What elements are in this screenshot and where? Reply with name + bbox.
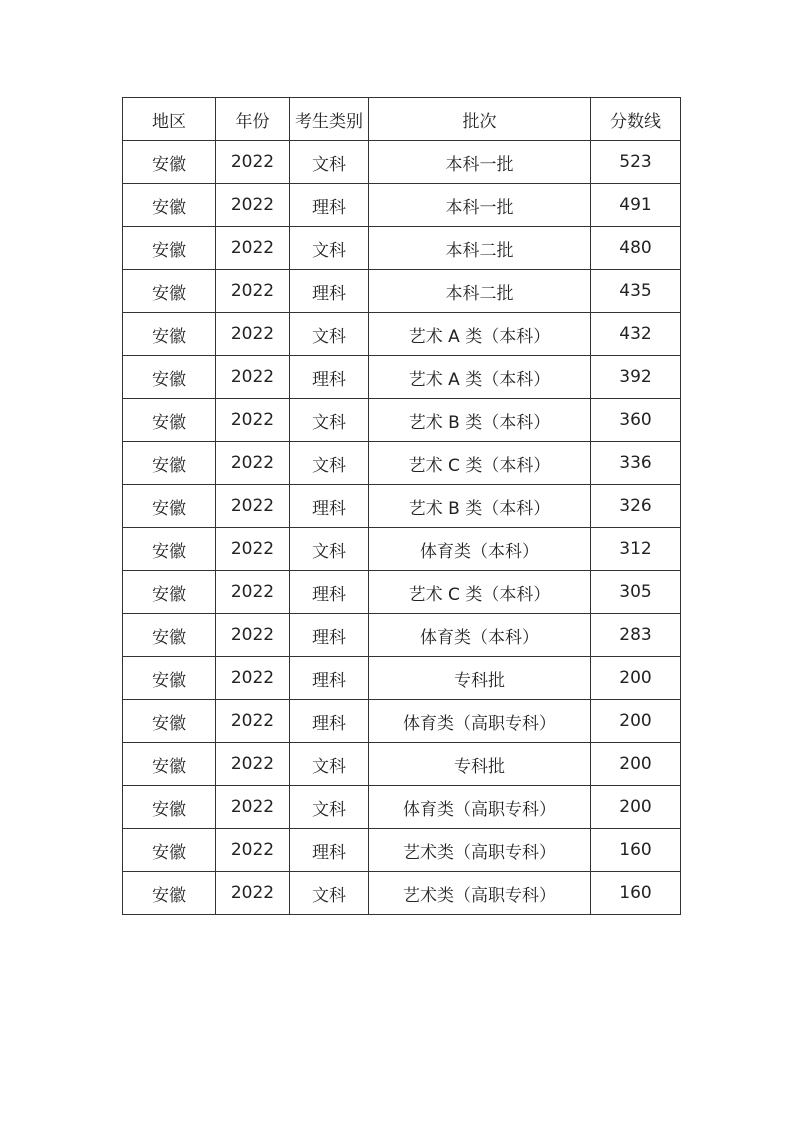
cell-year: 2022 bbox=[216, 571, 290, 614]
table-row bbox=[123, 571, 681, 614]
cell-year: 2022 bbox=[216, 786, 290, 829]
cell-year: 2022 bbox=[216, 356, 290, 399]
cell-batch: 体育类（本科） bbox=[369, 614, 591, 657]
cell-score: 160 bbox=[591, 829, 681, 872]
table-row bbox=[123, 657, 681, 700]
cell-student-type: 理科 bbox=[290, 485, 369, 528]
cell-batch: 本科一批 bbox=[369, 184, 591, 227]
cell-year: 2022 bbox=[216, 270, 290, 313]
header-year: 年份 bbox=[216, 98, 290, 141]
cell-batch: 本科二批 bbox=[369, 227, 591, 270]
cell-year: 2022 bbox=[216, 872, 290, 915]
cell-year: 2022 bbox=[216, 614, 290, 657]
cell-score: 326 bbox=[591, 485, 681, 528]
table-row bbox=[123, 399, 681, 442]
cell-batch: 本科一批 bbox=[369, 141, 591, 184]
table-row bbox=[123, 227, 681, 270]
cell-region: 安徽 bbox=[123, 571, 216, 614]
cell-batch: 艺术 A 类（本科） bbox=[369, 356, 591, 399]
cell-score: 283 bbox=[591, 614, 681, 657]
cell-student-type: 理科 bbox=[290, 657, 369, 700]
cell-year: 2022 bbox=[216, 829, 290, 872]
cell-score: 336 bbox=[591, 442, 681, 485]
cell-student-type: 理科 bbox=[290, 184, 369, 227]
cell-region: 安徽 bbox=[123, 442, 216, 485]
cell-year: 2022 bbox=[216, 141, 290, 184]
table-row bbox=[123, 356, 681, 399]
table-row bbox=[123, 313, 681, 356]
table-row bbox=[123, 872, 681, 915]
table-row bbox=[123, 786, 681, 829]
cell-score: 480 bbox=[591, 227, 681, 270]
cell-region: 安徽 bbox=[123, 829, 216, 872]
cell-batch: 体育类（高职专科） bbox=[369, 786, 591, 829]
cell-region: 安徽 bbox=[123, 614, 216, 657]
cell-year: 2022 bbox=[216, 442, 290, 485]
score-table bbox=[122, 97, 681, 915]
cell-batch: 艺术 C 类（本科） bbox=[369, 442, 591, 485]
table-row bbox=[123, 270, 681, 313]
cell-region: 安徽 bbox=[123, 700, 216, 743]
cell-year: 2022 bbox=[216, 700, 290, 743]
cell-score: 200 bbox=[591, 743, 681, 786]
cell-student-type: 文科 bbox=[290, 528, 369, 571]
table-row bbox=[123, 141, 681, 184]
cell-batch: 本科二批 bbox=[369, 270, 591, 313]
cell-year: 2022 bbox=[216, 528, 290, 571]
cell-region: 安徽 bbox=[123, 528, 216, 571]
cell-region: 安徽 bbox=[123, 485, 216, 528]
cell-region: 安徽 bbox=[123, 872, 216, 915]
cell-student-type: 文科 bbox=[290, 743, 369, 786]
table-header bbox=[123, 98, 681, 141]
table-row bbox=[123, 184, 681, 227]
header-region: 地区 bbox=[123, 98, 216, 141]
cell-student-type: 文科 bbox=[290, 399, 369, 442]
cell-region: 安徽 bbox=[123, 657, 216, 700]
table-row bbox=[123, 614, 681, 657]
cell-batch: 艺术类（高职专科） bbox=[369, 829, 591, 872]
cell-region: 安徽 bbox=[123, 184, 216, 227]
header-score: 分数线 bbox=[591, 98, 681, 141]
cell-score: 432 bbox=[591, 313, 681, 356]
cell-batch: 艺术类（高职专科） bbox=[369, 872, 591, 915]
cell-score: 305 bbox=[591, 571, 681, 614]
header-batch: 批次 bbox=[369, 98, 591, 141]
cell-score: 200 bbox=[591, 657, 681, 700]
cell-batch: 体育类（本科） bbox=[369, 528, 591, 571]
cell-year: 2022 bbox=[216, 657, 290, 700]
cell-student-type: 理科 bbox=[290, 700, 369, 743]
table-body bbox=[123, 141, 681, 915]
cell-student-type: 文科 bbox=[290, 227, 369, 270]
cell-score: 491 bbox=[591, 184, 681, 227]
table-row bbox=[123, 829, 681, 872]
cell-region: 安徽 bbox=[123, 743, 216, 786]
cell-region: 安徽 bbox=[123, 141, 216, 184]
cell-region: 安徽 bbox=[123, 313, 216, 356]
cell-score: 160 bbox=[591, 872, 681, 915]
cell-year: 2022 bbox=[216, 485, 290, 528]
cell-region: 安徽 bbox=[123, 399, 216, 442]
cell-student-type: 文科 bbox=[290, 313, 369, 356]
cell-student-type: 理科 bbox=[290, 356, 369, 399]
cell-score: 200 bbox=[591, 786, 681, 829]
cell-score: 312 bbox=[591, 528, 681, 571]
cell-year: 2022 bbox=[216, 313, 290, 356]
header-row bbox=[123, 98, 681, 141]
table-row bbox=[123, 442, 681, 485]
cell-score: 435 bbox=[591, 270, 681, 313]
cell-student-type: 理科 bbox=[290, 614, 369, 657]
cell-batch: 艺术 B 类（本科） bbox=[369, 485, 591, 528]
cell-student-type: 理科 bbox=[290, 829, 369, 872]
cell-region: 安徽 bbox=[123, 786, 216, 829]
header-student-type: 考生类别 bbox=[290, 98, 369, 141]
cell-student-type: 理科 bbox=[290, 571, 369, 614]
cell-student-type: 理科 bbox=[290, 270, 369, 313]
table-row bbox=[123, 528, 681, 571]
cell-batch: 专科批 bbox=[369, 743, 591, 786]
cell-batch: 体育类（高职专科） bbox=[369, 700, 591, 743]
cell-score: 360 bbox=[591, 399, 681, 442]
cell-region: 安徽 bbox=[123, 270, 216, 313]
cell-score: 200 bbox=[591, 700, 681, 743]
cell-batch: 艺术 B 类（本科） bbox=[369, 399, 591, 442]
cell-batch: 专科批 bbox=[369, 657, 591, 700]
cell-region: 安徽 bbox=[123, 356, 216, 399]
cell-student-type: 文科 bbox=[290, 786, 369, 829]
cell-year: 2022 bbox=[216, 227, 290, 270]
cell-batch: 艺术 A 类（本科） bbox=[369, 313, 591, 356]
cell-region: 安徽 bbox=[123, 227, 216, 270]
cell-student-type: 文科 bbox=[290, 442, 369, 485]
table-row bbox=[123, 743, 681, 786]
table-row bbox=[123, 485, 681, 528]
table-row bbox=[123, 700, 681, 743]
cell-student-type: 文科 bbox=[290, 872, 369, 915]
cell-batch: 艺术 C 类（本科） bbox=[369, 571, 591, 614]
cell-year: 2022 bbox=[216, 743, 290, 786]
cell-year: 2022 bbox=[216, 184, 290, 227]
cell-year: 2022 bbox=[216, 399, 290, 442]
cell-student-type: 文科 bbox=[290, 141, 369, 184]
cell-score: 523 bbox=[591, 141, 681, 184]
cell-score: 392 bbox=[591, 356, 681, 399]
